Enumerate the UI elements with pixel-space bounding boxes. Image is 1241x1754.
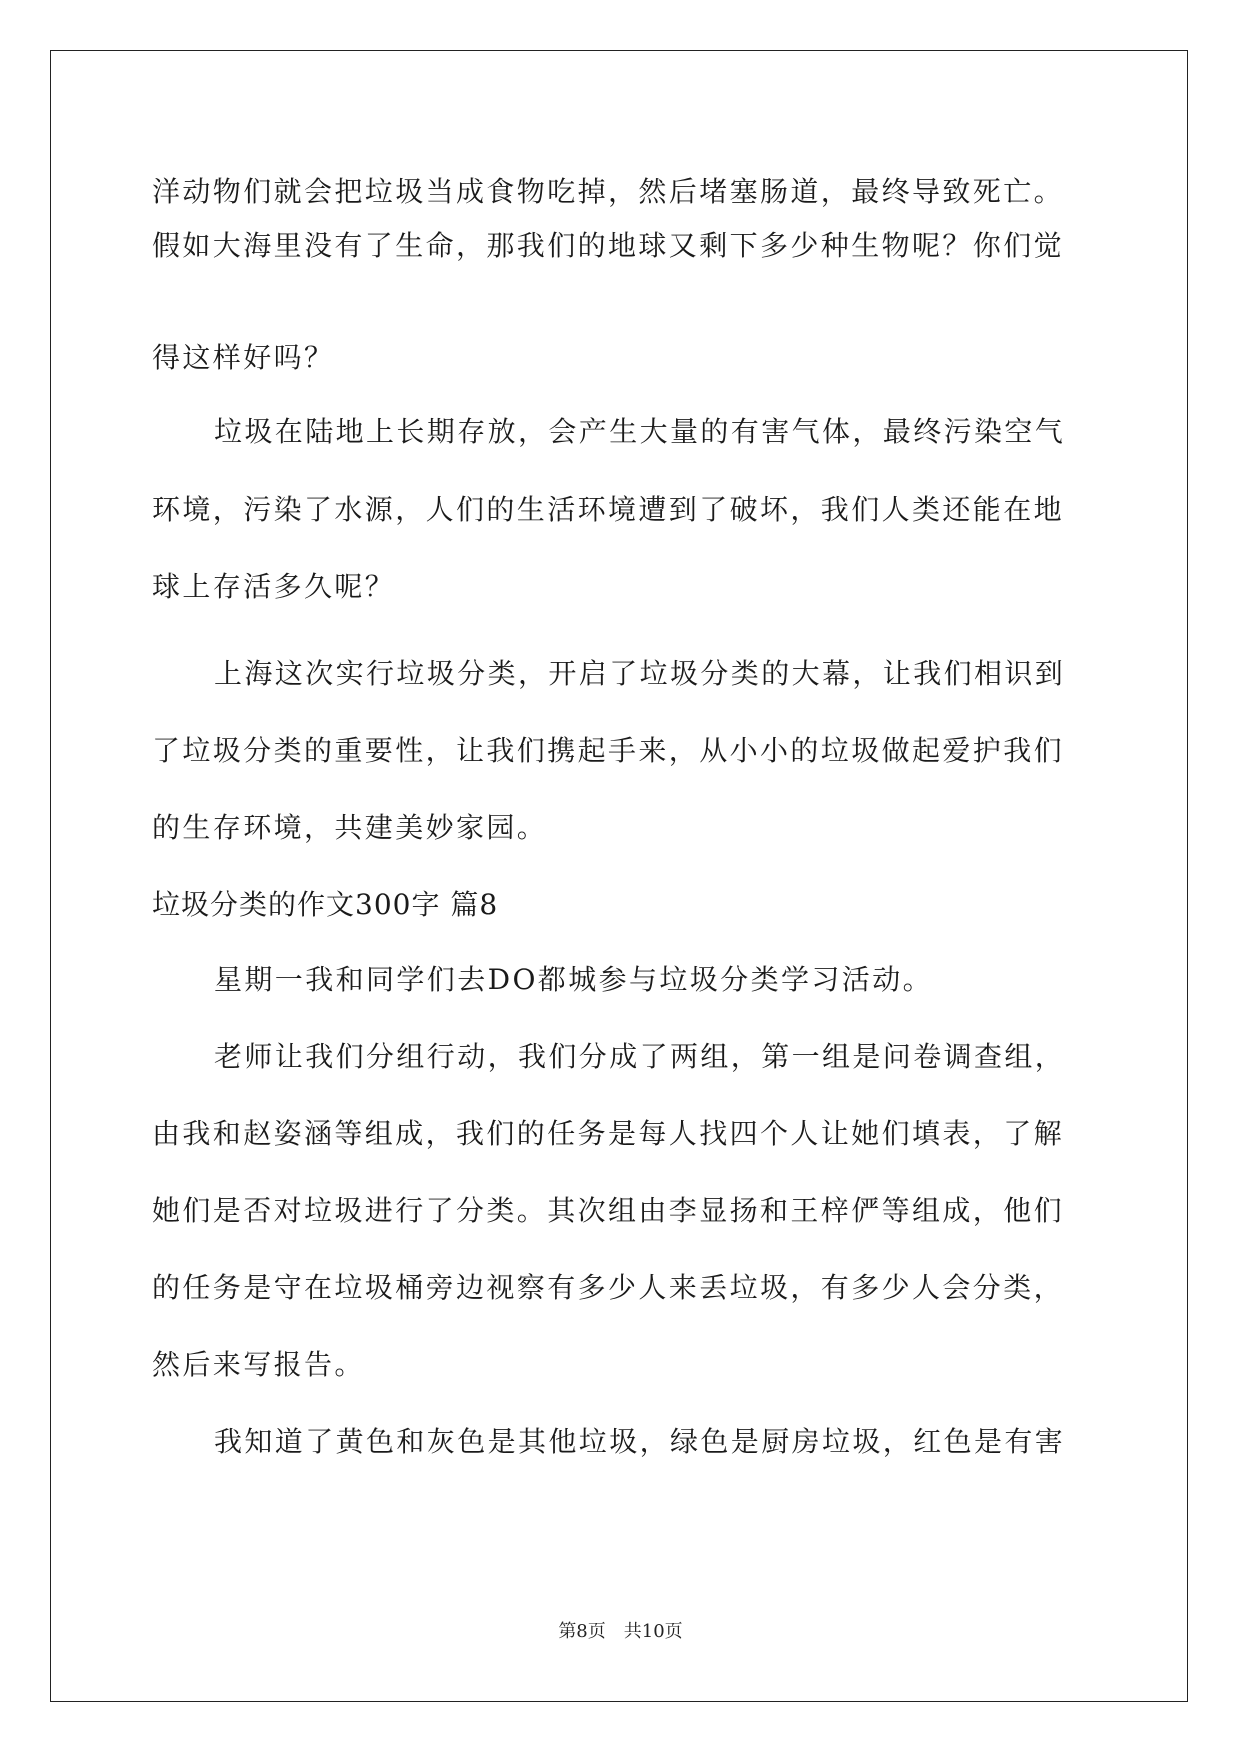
body-line: 的生存环境，共建美妙家园。 <box>152 811 548 844</box>
body-line: 假如大海里没有了生命，那我们的地球又剩下多少种生物呢？你们觉 <box>152 229 1065 262</box>
body-line: 环境，污染了水源，人们的生活环境遭到了破坏，我们人类还能在地 <box>152 493 1065 526</box>
paragraph-start: 我知道了黄色和灰色是其他垃圾，绿色是厨房垃圾，红色是有害 <box>214 1425 1066 1458</box>
paragraph-start: 上海这次实行垃圾分类，开启了垃圾分类的大幕，让我们相识到 <box>214 657 1066 690</box>
body-line: 她们是否对垃圾进行了分类。其次组由李显扬和王梓俨等组成，他们 <box>152 1194 1065 1227</box>
body-line: 了垃圾分类的重要性，让我们携起手来，从小小的垃圾做起爱护我们 <box>152 734 1065 767</box>
body-line: 洋动物们就会把垃圾当成食物吃掉，然后堵塞肠道，最终导致死亡。 <box>152 175 1065 208</box>
paragraph-start: 星期一我和同学们去DO都城参与垃圾分类学习活动。 <box>214 963 934 996</box>
body-line: 的任务是守在垃圾桶旁边视察有多少人来丢垃圾，有多少人会分类， <box>152 1271 1065 1304</box>
paragraph-start: 垃圾在陆地上长期存放，会产生大量的有害气体，最终污染空气 <box>214 415 1066 448</box>
body-line: 由我和赵姿涵等组成，我们的任务是每人找四个人让她们填表，了解 <box>152 1117 1065 1150</box>
page-number: 第8页 共10页 <box>558 1621 683 1642</box>
body-line: 然后来写报告。 <box>152 1348 365 1381</box>
paragraph-start: 老师让我们分组行动，我们分成了两组，第一组是问卷调查组， <box>214 1040 1066 1073</box>
body-line: 球上存活多久呢？ <box>152 570 396 603</box>
section-heading: 垃圾分类的作文300字 篇8 <box>152 888 499 921</box>
body-line: 得这样好吗？ <box>152 341 335 374</box>
